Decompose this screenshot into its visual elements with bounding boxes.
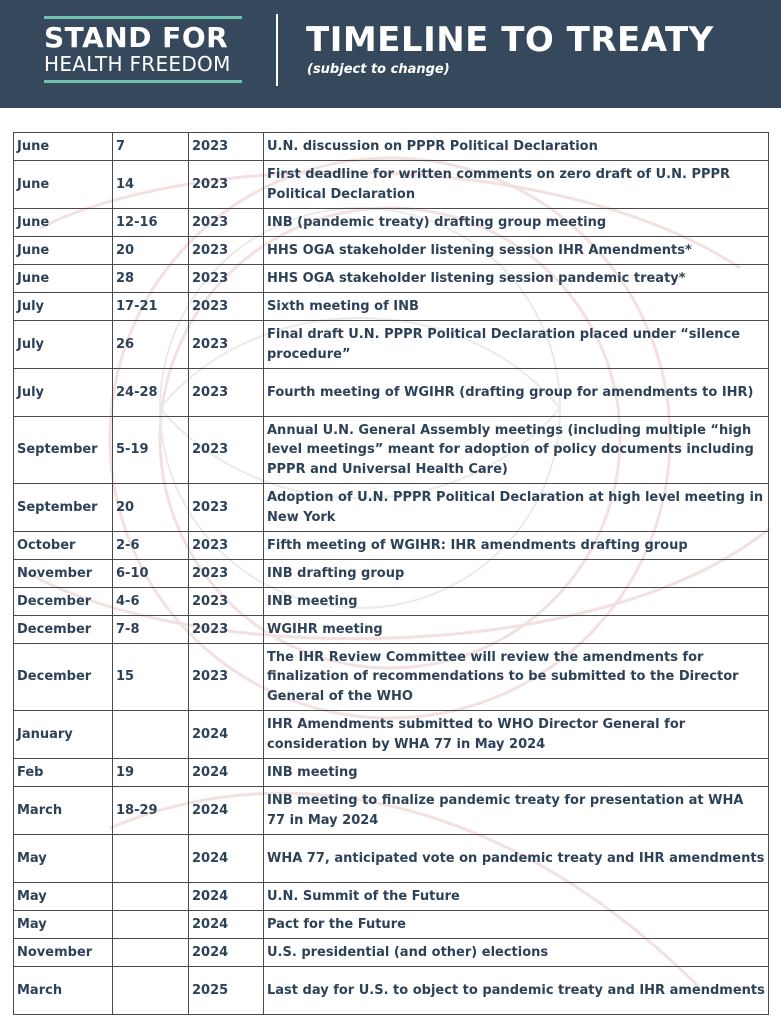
cell-year: 2025 (189, 967, 264, 1015)
table-row (14, 939, 769, 967)
table-row (14, 835, 769, 883)
cell-month: March (14, 787, 113, 835)
cell-month: June (14, 265, 113, 293)
cell-year: 2023 (189, 161, 264, 209)
timeline-table (13, 132, 769, 1015)
cell-year: 2024 (189, 787, 264, 835)
cell-month: November (14, 560, 113, 588)
cell-year: 2023 (189, 209, 264, 237)
cell-day: 20 (113, 237, 189, 265)
cell-event: INB meeting (264, 759, 769, 787)
cell-month: June (14, 237, 113, 265)
cell-month: July (14, 321, 113, 369)
cell-day: 19 (113, 759, 189, 787)
table-row (14, 293, 769, 321)
cell-month: May (14, 835, 113, 883)
cell-month: June (14, 209, 113, 237)
timeline-table-body (14, 133, 769, 1015)
cell-day: 2-6 (113, 532, 189, 560)
cell-year: 2023 (189, 369, 264, 417)
cell-month: March (14, 967, 113, 1015)
cell-month: July (14, 369, 113, 417)
cell-day: 5-19 (113, 417, 189, 484)
cell-event: HHS OGA stakeholder listening session IHR Amendments* (264, 237, 769, 265)
table-row (14, 237, 769, 265)
cell-month: June (14, 161, 113, 209)
cell-year: 2023 (189, 484, 264, 532)
table-row (14, 759, 769, 787)
page-header (0, 0, 781, 108)
cell-day: 28 (113, 265, 189, 293)
table-row (14, 532, 769, 560)
cell-event: WHA 77, anticipated vote on pandemic treaty and IHR amendments (264, 835, 769, 883)
cell-event: INB drafting group (264, 560, 769, 588)
cell-event: WGIHR meeting (264, 616, 769, 644)
logo (44, 16, 244, 83)
table-row (14, 265, 769, 293)
cell-year: 2023 (189, 560, 264, 588)
cell-month: December (14, 644, 113, 711)
cell-month: July (14, 293, 113, 321)
cell-year: 2023 (189, 237, 264, 265)
cell-day: 18-29 (113, 787, 189, 835)
cell-event: Adoption of U.N. PPPR Political Declaration at high level meeting in New York (264, 484, 769, 532)
cell-day (113, 711, 189, 759)
cell-day: 7 (113, 133, 189, 161)
cell-event: HHS OGA stakeholder listening session pandemic treaty* (264, 265, 769, 293)
cell-day: 15 (113, 644, 189, 711)
cell-year: 2023 (189, 644, 264, 711)
table-row (14, 588, 769, 616)
cell-event: Annual U.N. General Assembly meetings (including multiple “high level meetings” meant for adoption of policy documents including PPPR and Universal Health Care) (264, 417, 769, 484)
cell-year: 2023 (189, 265, 264, 293)
cell-month: September (14, 417, 113, 484)
cell-event: Fourth meeting of WGIHR (drafting group for amendments to IHR) (264, 369, 769, 417)
cell-day: 14 (113, 161, 189, 209)
cell-month: December (14, 588, 113, 616)
cell-day (113, 883, 189, 911)
cell-year: 2024 (189, 759, 264, 787)
cell-day: 7-8 (113, 616, 189, 644)
cell-year: 2023 (189, 133, 264, 161)
cell-month: January (14, 711, 113, 759)
cell-event: U.S. presidential (and other) elections (264, 939, 769, 967)
table-row (14, 883, 769, 911)
cell-year: 2023 (189, 293, 264, 321)
cell-year: 2024 (189, 711, 264, 759)
cell-year: 2023 (189, 588, 264, 616)
table-row (14, 484, 769, 532)
table-row (14, 967, 769, 1015)
cell-event: First deadline for written comments on zero draft of U.N. PPPR Political Declaration (264, 161, 769, 209)
cell-month: October (14, 532, 113, 560)
cell-month: Feb (14, 759, 113, 787)
cell-year: 2024 (189, 939, 264, 967)
cell-month: November (14, 939, 113, 967)
table-row (14, 616, 769, 644)
table-row (14, 417, 769, 484)
table-row (14, 369, 769, 417)
cell-event: The IHR Review Committee will review the amendments for finalization of recommendations to be submitted to the Director General of the WHO (264, 644, 769, 711)
cell-month: September (14, 484, 113, 532)
cell-month: May (14, 911, 113, 939)
cell-event: Sixth meeting of INB (264, 293, 769, 321)
cell-event: INB meeting to finalize pandemic treaty for presentation at WHA 77 in May 2024 (264, 787, 769, 835)
cell-month: December (14, 616, 113, 644)
cell-event: U.N. Summit of the Future (264, 883, 769, 911)
logo-line-2: HEALTH FREEDOM (44, 52, 231, 76)
table-row (14, 560, 769, 588)
table-row (14, 161, 769, 209)
cell-day: 4-6 (113, 588, 189, 616)
cell-day (113, 835, 189, 883)
cell-event: Last day for U.S. to object to pandemic treaty and IHR amendments (264, 967, 769, 1015)
cell-event: Fifth meeting of WGIHR: IHR amendments drafting group (264, 532, 769, 560)
cell-event: Pact for the Future (264, 911, 769, 939)
cell-day: 24-28 (113, 369, 189, 417)
cell-year: 2024 (189, 883, 264, 911)
cell-month: June (14, 133, 113, 161)
page-subtitle: (subject to change) (307, 62, 450, 77)
table-row (14, 787, 769, 835)
cell-year: 2023 (189, 417, 264, 484)
cell-year: 2023 (189, 532, 264, 560)
cell-day: 17-21 (113, 293, 189, 321)
table-row (14, 133, 769, 161)
cell-event: IHR Amendments submitted to WHO Director General for consideration by WHA 77 in May 2024 (264, 711, 769, 759)
logo-line-1: STAND FOR (44, 21, 229, 54)
logo-bottom-bar (44, 80, 242, 83)
cell-event: INB meeting (264, 588, 769, 616)
cell-day (113, 911, 189, 939)
cell-year: 2023 (189, 321, 264, 369)
table-row (14, 321, 769, 369)
cell-day (113, 967, 189, 1015)
cell-year: 2023 (189, 616, 264, 644)
table-row (14, 911, 769, 939)
table-row (14, 209, 769, 237)
cell-event: INB (pandemic treaty) drafting group meeting (264, 209, 769, 237)
cell-year: 2024 (189, 911, 264, 939)
cell-month: May (14, 883, 113, 911)
cell-year: 2024 (189, 835, 264, 883)
cell-event: U.N. discussion on PPPR Political Declaration (264, 133, 769, 161)
header-divider (276, 14, 278, 86)
logo-top-bar (44, 16, 242, 19)
cell-event: Final draft U.N. PPPR Political Declaration placed under “silence procedure” (264, 321, 769, 369)
cell-day (113, 939, 189, 967)
table-row (14, 711, 769, 759)
page-title: TIMELINE TO TREATY (306, 20, 714, 60)
cell-day: 20 (113, 484, 189, 532)
table-row (14, 644, 769, 711)
cell-day: 6-10 (113, 560, 189, 588)
cell-day: 12-16 (113, 209, 189, 237)
cell-day: 26 (113, 321, 189, 369)
